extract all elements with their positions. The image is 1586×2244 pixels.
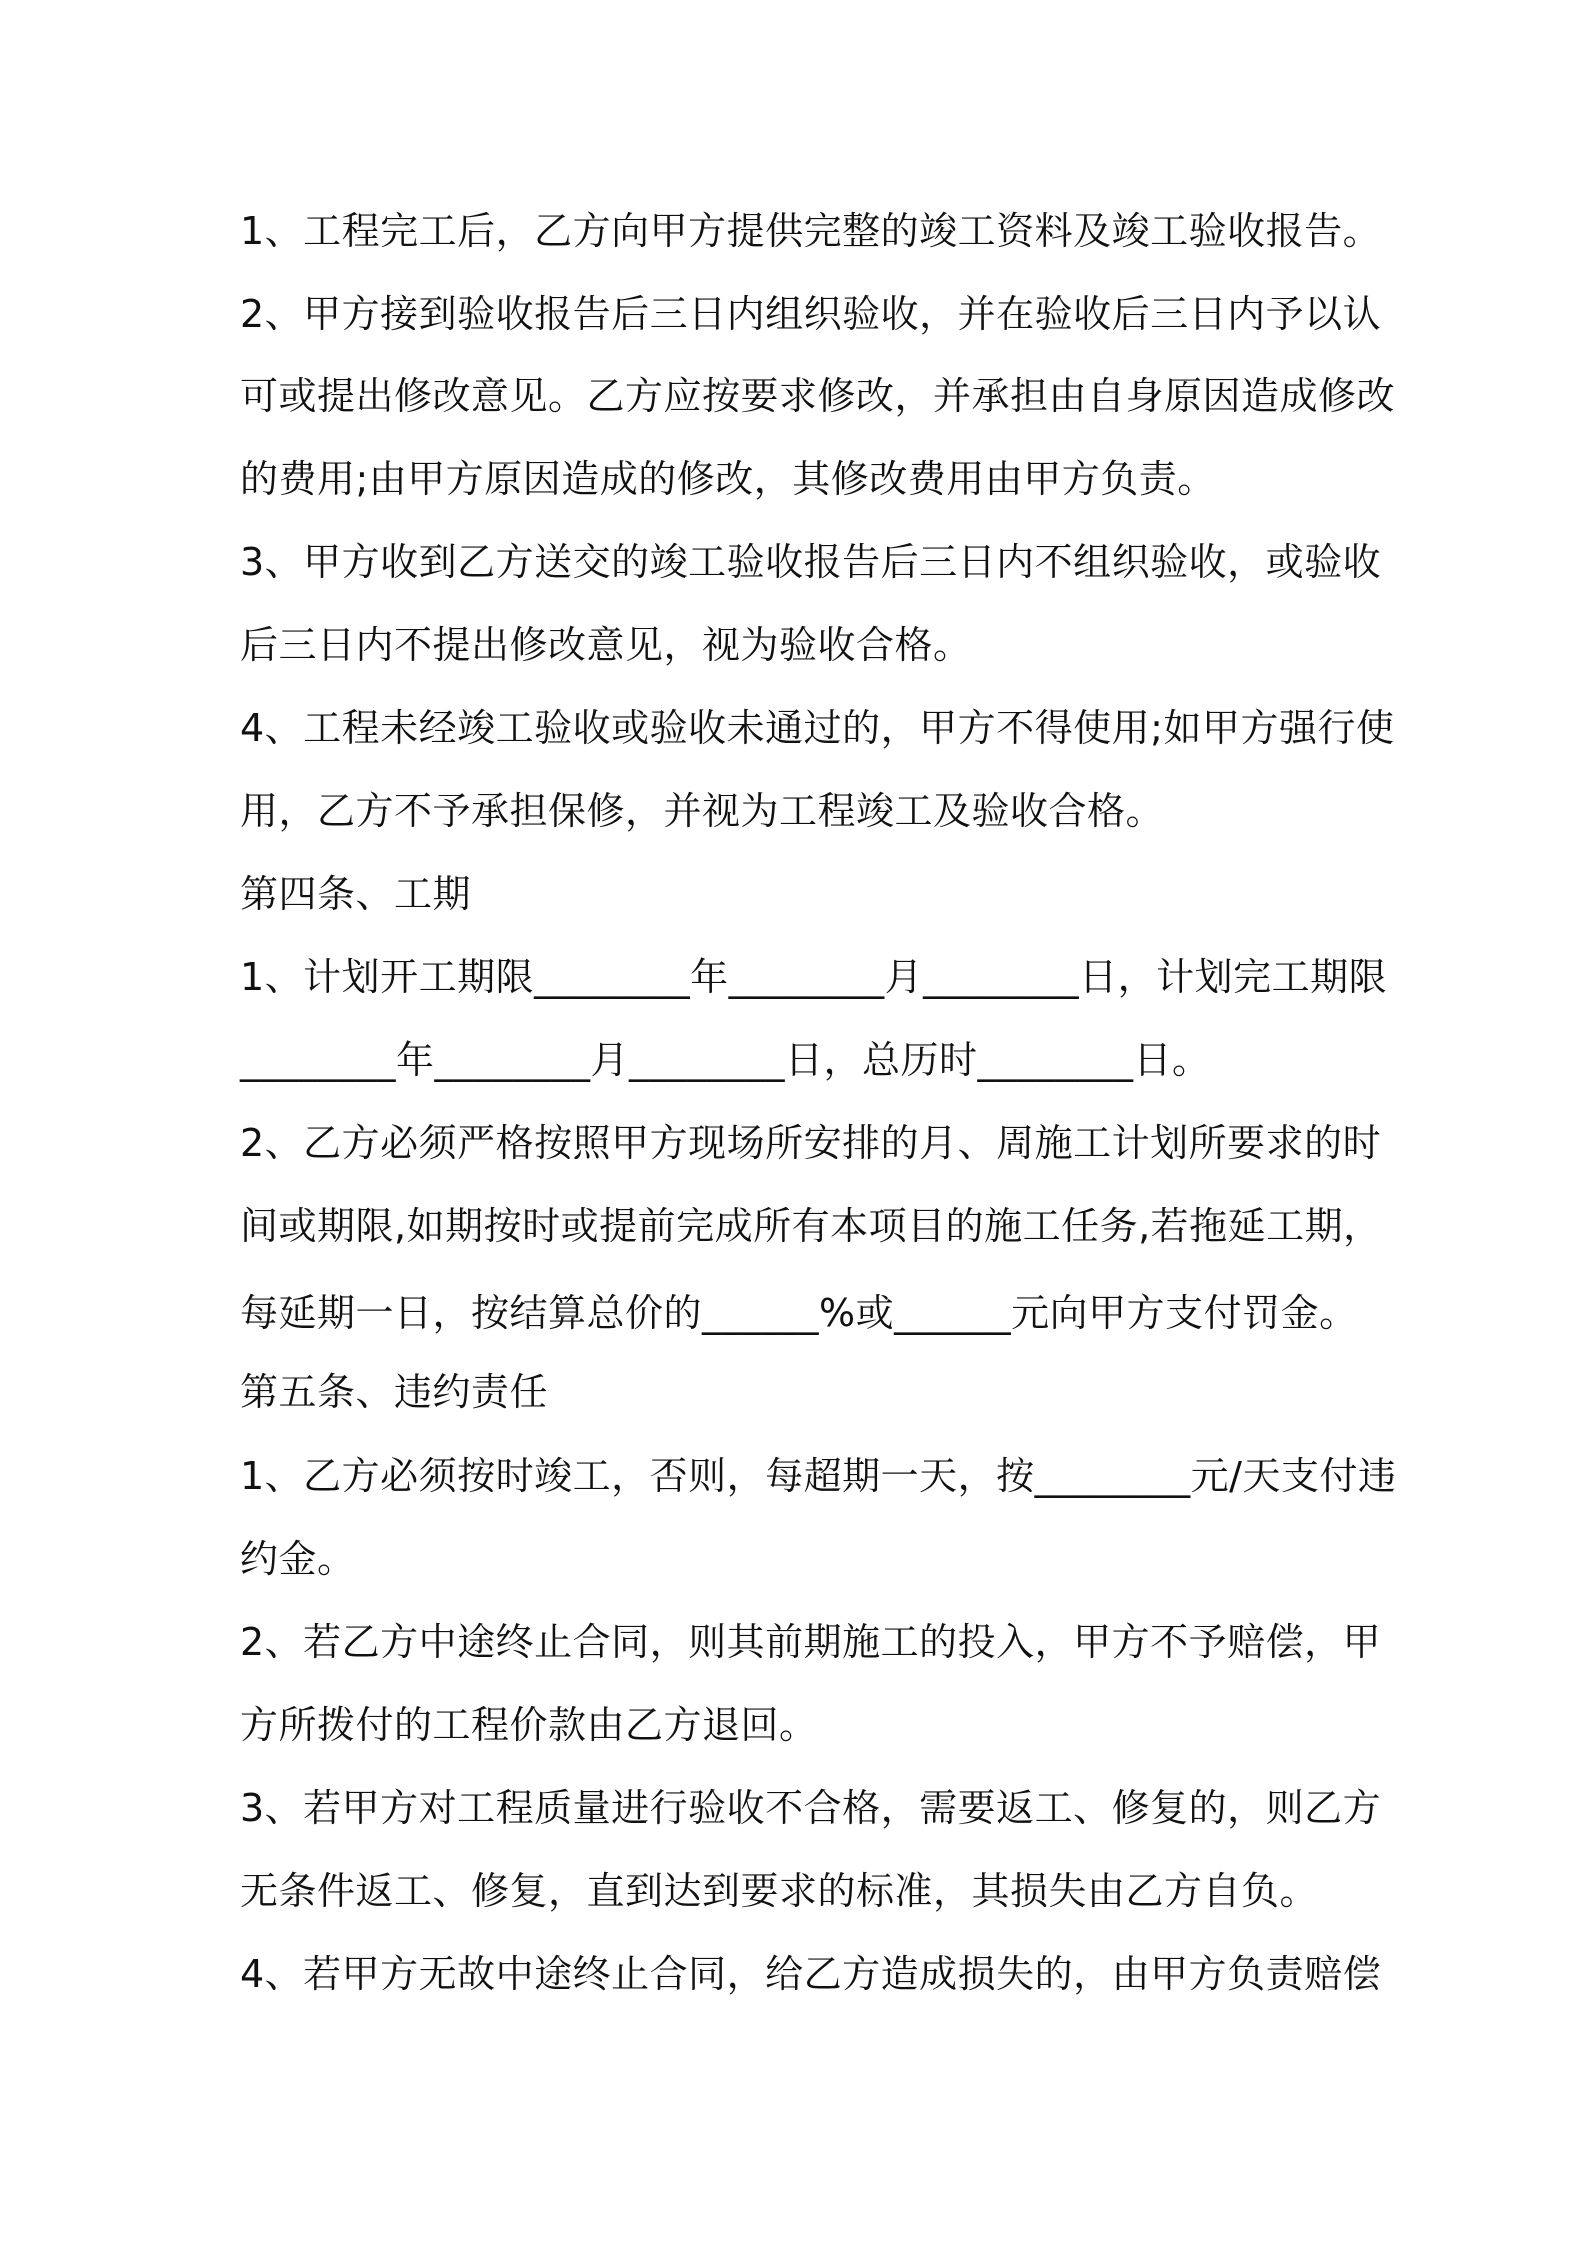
text-line: 方所拨付的工程价款由乙方退回。 xyxy=(240,1703,818,1747)
text-line: 3、甲方收到乙方送交的竣工验收报告后三日内不组织验收，或验收 xyxy=(240,540,1382,584)
section-heading: 第四条、工期 xyxy=(240,872,472,916)
text-line: 1、计划开工期限________年________月________日，计划完工期限 xyxy=(240,955,1388,999)
text-line: 每延期一日，按结算总价的______%或______元向甲方支付罚金。 xyxy=(240,1291,1358,1335)
text-line: 1、乙方必须按时竣工，否则，每超期一天，按________元/天支付违 xyxy=(240,1454,1397,1498)
text-line: 用，乙方不予承担保修，并视为工程竣工及验收合格。 xyxy=(240,789,1165,833)
text-line: 约金。 xyxy=(240,1537,356,1581)
text-line: 4、若甲方无故中途终止合同，给乙方造成损失的，由甲方负责赔偿 xyxy=(240,1952,1382,1996)
text-line: 的费用;由甲方原因造成的修改，其修改费用由甲方负责。 xyxy=(240,457,1216,501)
text-line: 4、工程未经竣工验收或验收未通过的，甲方不得使用;如甲方强行使 xyxy=(240,706,1395,750)
text-line: 1、工程完工后，乙方向甲方提供完整的竣工资料及竣工验收报告。 xyxy=(240,209,1382,253)
text-line: 2、若乙方中途终止合同，则其前期施工的投入，甲方不予赔偿，甲 xyxy=(240,1620,1382,1664)
text-line: 无条件返工、修复，直到达到要求的标准，其损失由乙方自负。 xyxy=(240,1869,1319,1913)
text-line: 间或期限,如期按时或提前完成所有本项目的施工任务,若拖延工期， xyxy=(240,1204,1382,1248)
text-line: 2、乙方必须严格按照甲方现场所安排的月、周施工计划所要求的时 xyxy=(240,1121,1382,1165)
text-line: 3、若甲方对工程质量进行验收不合格，需要返工、修复的，则乙方 xyxy=(240,1786,1382,1830)
text-line: ________年________月________日，总历时________日。 xyxy=(240,1038,1211,1082)
text-line: 2、甲方接到验收报告后三日内组织验收，并在验收后三日内予以认 xyxy=(240,292,1382,336)
text-line: 可或提出修改意见。乙方应按要求修改，并承担由自身原因造成修改 xyxy=(240,374,1396,418)
section-heading: 第五条、违约责任 xyxy=(240,1370,549,1414)
text-line: 后三日内不提出修改意见，视为验收合格。 xyxy=(240,623,972,667)
